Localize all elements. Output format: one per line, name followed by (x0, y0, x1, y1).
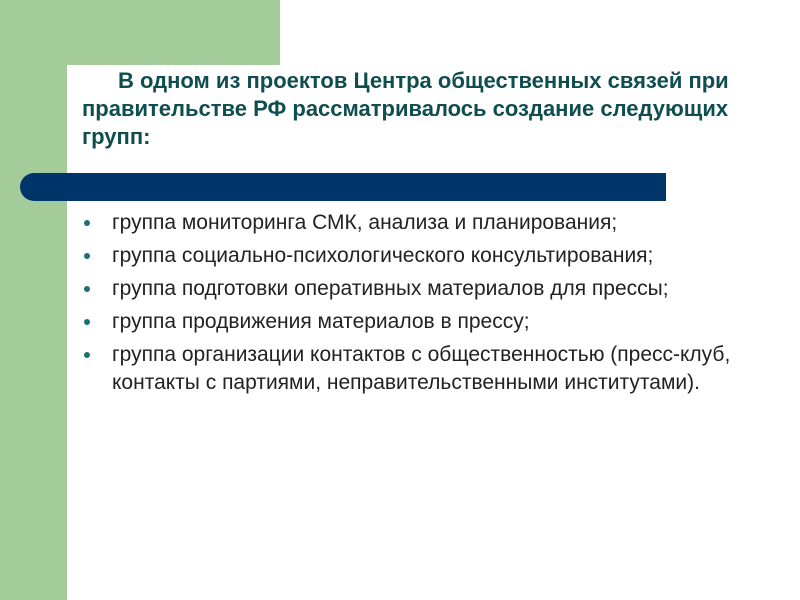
list-item-text: группа подготовки оперативных материалов для прессы; (112, 277, 669, 300)
bullet-dot-icon (84, 352, 90, 358)
list-item-text: группа продвижения материалов в прессу; (112, 310, 530, 333)
bullet-dot-icon (84, 220, 90, 226)
bullet-dot-icon (84, 286, 90, 292)
background-green-strip (0, 0, 67, 600)
slide-title: В одном из проектов Центра общественных связей при правительстве РФ рассматривалось создание следующих групп: (82, 68, 729, 149)
list-item (80, 242, 760, 270)
list-item-text: группа организации контактов с общественностью (пресс-клуб, контакты с партиями, неправительственными институтами). (112, 343, 731, 394)
divider-bar (20, 173, 666, 201)
bullet-list (80, 209, 760, 402)
list-item (80, 341, 760, 397)
list-item (80, 275, 760, 303)
list-item-text: группа социально-психологического консультирования; (112, 244, 654, 267)
bullet-dot-icon (84, 253, 90, 259)
list-item (80, 209, 760, 237)
bullet-dot-icon (84, 319, 90, 325)
list-item-text: группа мониторинга СМК, анализа и планирования; (112, 211, 618, 234)
list-item (80, 308, 760, 336)
